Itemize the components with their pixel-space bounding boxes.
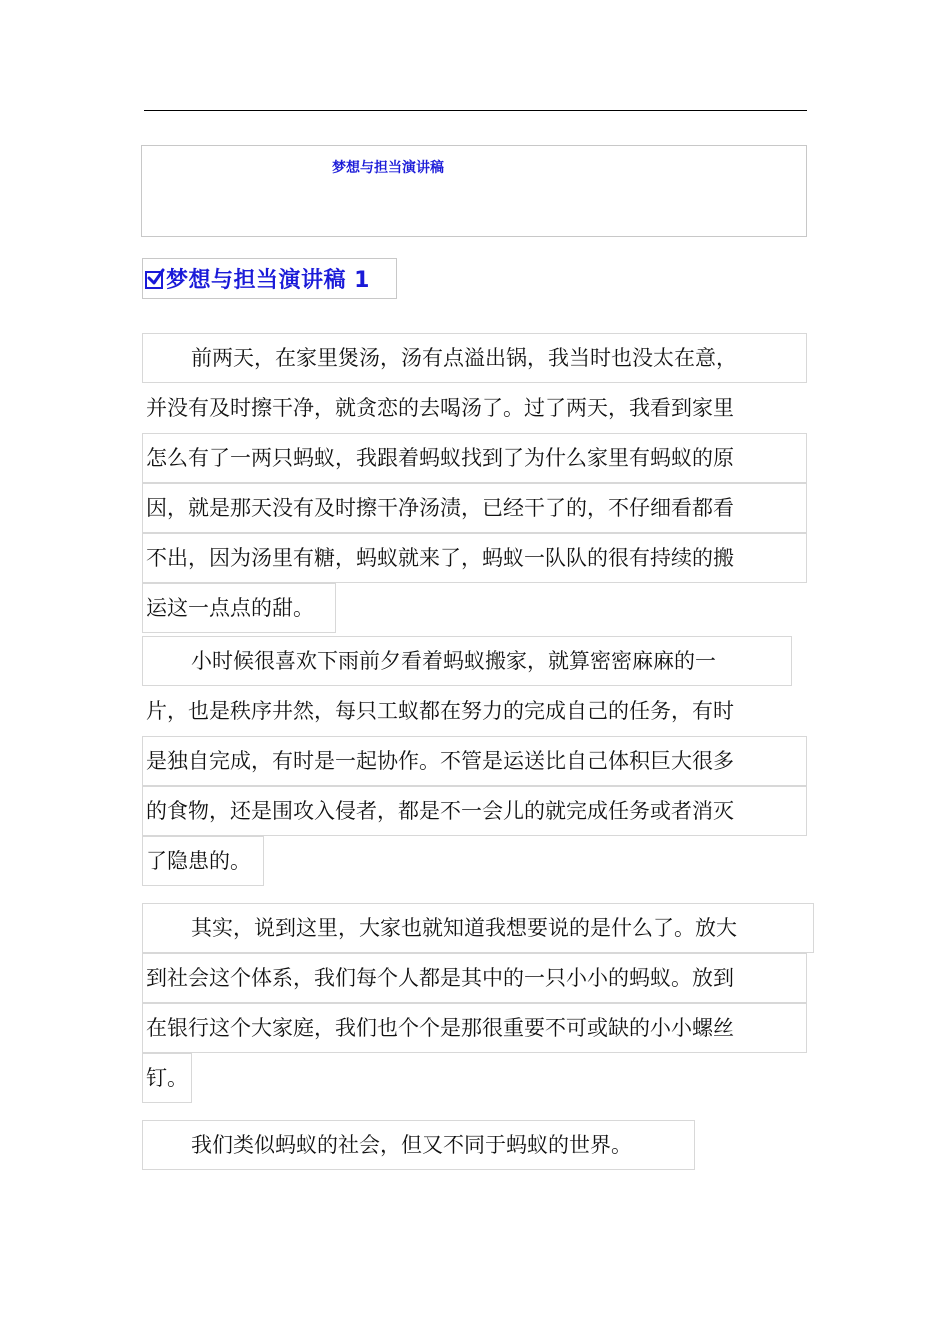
header-rule — [144, 110, 807, 111]
paragraph-line: 怎么有了一两只蚂蚁，我跟着蚂蚁找到了为什么家里有蚂蚁的原 — [142, 433, 807, 483]
paragraph-line: 前两天，在家里煲汤，汤有点溢出锅，我当时也没太在意， — [142, 333, 807, 383]
paragraph-line: 运这一点点的甜。 — [142, 583, 336, 633]
paragraph-line: 是独自完成，有时是一起协作。不管是运送比自己体积巨大很多 — [142, 736, 807, 786]
paragraph-line: 钉。 — [142, 1053, 192, 1103]
paragraph-line: 了隐患的。 — [142, 836, 264, 886]
paragraph-line: 并没有及时擦干净，就贪恋的去喝汤了。过了两天，我看到家里 — [146, 396, 734, 420]
paragraph-line: 我们类似蚂蚁的社会，但又不同于蚂蚁的世界。 — [142, 1120, 695, 1170]
paragraph-line: 到社会这个体系，我们每个人都是其中的一只小小的蚂蚁。放到 — [142, 953, 807, 1003]
section-heading — [142, 258, 397, 299]
checkbox-icon — [145, 271, 163, 289]
paragraph-line: 其实，说到这里，大家也就知道我想要说的是什么了。放大 — [142, 903, 814, 953]
section-title: 梦想与担当演讲稿 1 — [166, 268, 370, 293]
paragraph-2 — [142, 636, 822, 886]
paragraph-line: 小时候很喜欢下雨前夕看着蚂蚁搬家，就算密密麻麻的一 — [142, 636, 792, 686]
header-title: 梦想与担当演讲稿 — [332, 160, 444, 176]
paragraph-line: 不出，因为汤里有糖，蚂蚁就来了，蚂蚁一队队的很有持续的搬 — [142, 533, 807, 583]
paragraph-3 — [142, 903, 822, 1103]
header-box — [141, 145, 807, 237]
paragraph-line: 因，就是那天没有及时擦干净汤渍，已经干了的，不仔细看都看 — [142, 483, 807, 533]
paragraph-1 — [142, 333, 822, 633]
paragraph-line: 在银行这个大家庭，我们也个个是那很重要不可或缺的小小螺丝 — [142, 1003, 807, 1053]
paragraph-line: 片，也是秩序井然，每只工蚁都在努力的完成自己的任务，有时 — [146, 699, 734, 723]
paragraph-4 — [142, 1120, 822, 1170]
paragraph-line: 的食物，还是围攻入侵者，都是不一会儿的就完成任务或者消灭 — [142, 786, 807, 836]
